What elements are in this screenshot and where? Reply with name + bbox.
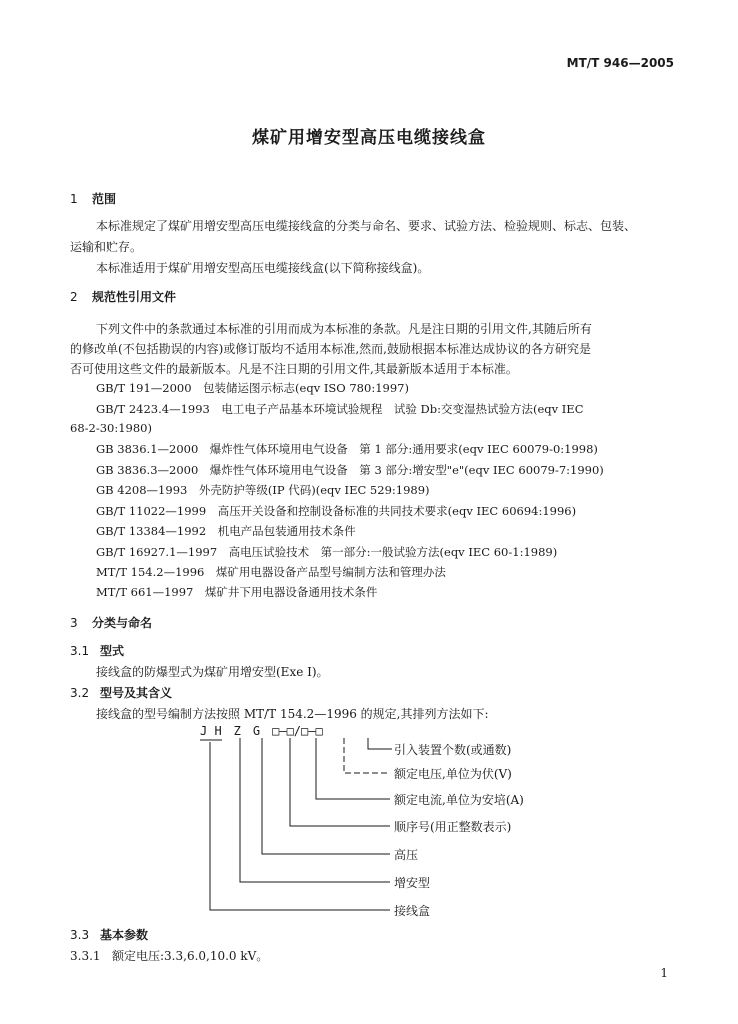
s2-intro-line-2: 的修改单(不包括勘误的内容)或修订版均不适用本标准,然而,鼓励根据本标准达成协议的各方研究是 (70, 342, 591, 356)
s1-paragraph-2: 本标准适用于煤矿用增安型高压电缆接线盒(以下简称接线盒)。 (96, 261, 430, 275)
section-number: 3 (70, 616, 78, 630)
page-number: 1 (660, 966, 668, 980)
document-title: 煤矿用增安型高压电缆接线盒 (252, 128, 486, 148)
s3-3-1-text: 额定电压:3.3,6.0,10.0 kV。 (112, 949, 269, 963)
reference-item: GB/T 191—2000 包装储运图示标志(eqv ISO 780:1997) (96, 381, 409, 395)
subsection-title: 基本参数 (100, 928, 149, 942)
standard-code: MT/T 946—2005 (566, 56, 674, 70)
subsection-3-3-heading (70, 926, 148, 943)
s3-1-text: 接线盒的防爆型式为煤矿用增安型(Exe I)。 (96, 665, 329, 679)
section-title: 分类与命名 (92, 616, 153, 630)
reference-item: GB/T 2423.4—1993 电工电子产品基本环境试验规程 试验 Db:交变湿热试验方法(eqv IEC (96, 402, 584, 416)
subsection-title: 型式 (100, 644, 125, 658)
section-number: 1 (70, 192, 78, 206)
s3-2-text: 接线盒的型号编制方法按照 MT/T 154.2—1996 的规定,其排列方法如下: (96, 707, 489, 721)
reference-item: GB/T 13384—1992 机电产品包装通用技术条件 (96, 524, 356, 538)
reference-item: GB 4208—1993 外壳防护等级(IP 代码)(eqv IEC 529:1989) (96, 483, 430, 497)
subsection-3-3-1 (70, 947, 268, 964)
model-label-current: 额定电流,单位为安培(A) (394, 793, 524, 807)
s2-intro-line-1: 下列文件中的条款通过本标准的引用而成为本标准的条款。凡是注日期的引用文件,其随后所有 (96, 322, 592, 336)
model-code: J H Z G □—□/□—□ (200, 724, 323, 738)
section-title: 规范性引用文件 (92, 290, 177, 304)
s1-paragraph-1-line-1: 本标准规定了煤矿用增安型高压电缆接线盒的分类与命名、要求、试验方法、检验规则、标志、包装、 (96, 219, 637, 233)
model-label-increased-safety: 增安型 (394, 876, 431, 890)
subsection-number: 3.1 (70, 644, 90, 658)
subsection-number: 3.3.1 (70, 949, 101, 963)
subsection-title: 型号及其含义 (100, 686, 173, 700)
reference-item-continuation: 68-2-30:1980) (70, 421, 152, 435)
reference-item: GB 3836.1—2000 爆炸性气体环境用电气设备 第 1 部分:通用要求(eqv IEC 60079-0:1998) (96, 442, 598, 456)
section-title: 范围 (92, 192, 117, 206)
subsection-number: 3.2 (70, 686, 90, 700)
reference-item: GB 3836.3—2000 爆炸性气体环境用电气设备 第 3 部分:增安型"e"(eqv IEC 60079-7:1990) (96, 463, 604, 477)
model-label-inlets: 引入装置个数(或通数) (394, 743, 512, 757)
model-label-voltage: 额定电压,单位为伏(V) (394, 767, 512, 781)
reference-item: GB/T 16927.1—1997 高电压试验技术 第一部分:一般试验方法(eqv IEC 60-1:1989) (96, 545, 558, 559)
reference-item: GB/T 11022—1999 高压开关设备和控制设备标准的共同技术要求(eqv IEC 60694:1996) (96, 504, 577, 518)
s1-paragraph-1-line-2: 运输和贮存。 (70, 240, 143, 254)
reference-item: MT/T 661—1997 煤矿井下用电器设备通用技术条件 (96, 585, 378, 599)
model-label-junction-box: 接线盒 (394, 904, 431, 918)
reference-item: MT/T 154.2—1996 煤矿用电器设备产品型号编制方法和管理办法 (96, 565, 446, 579)
model-label-high-voltage: 高压 (394, 848, 419, 862)
model-label-sequence: 顺序号(用正整数表示) (394, 820, 512, 834)
s2-intro-line-3: 否可使用这些文件的最新版本。凡是不注日期的引用文件,其最新版本适用于本标准。 (70, 362, 518, 376)
section-number: 2 (70, 290, 78, 304)
subsection-number: 3.3 (70, 928, 90, 942)
